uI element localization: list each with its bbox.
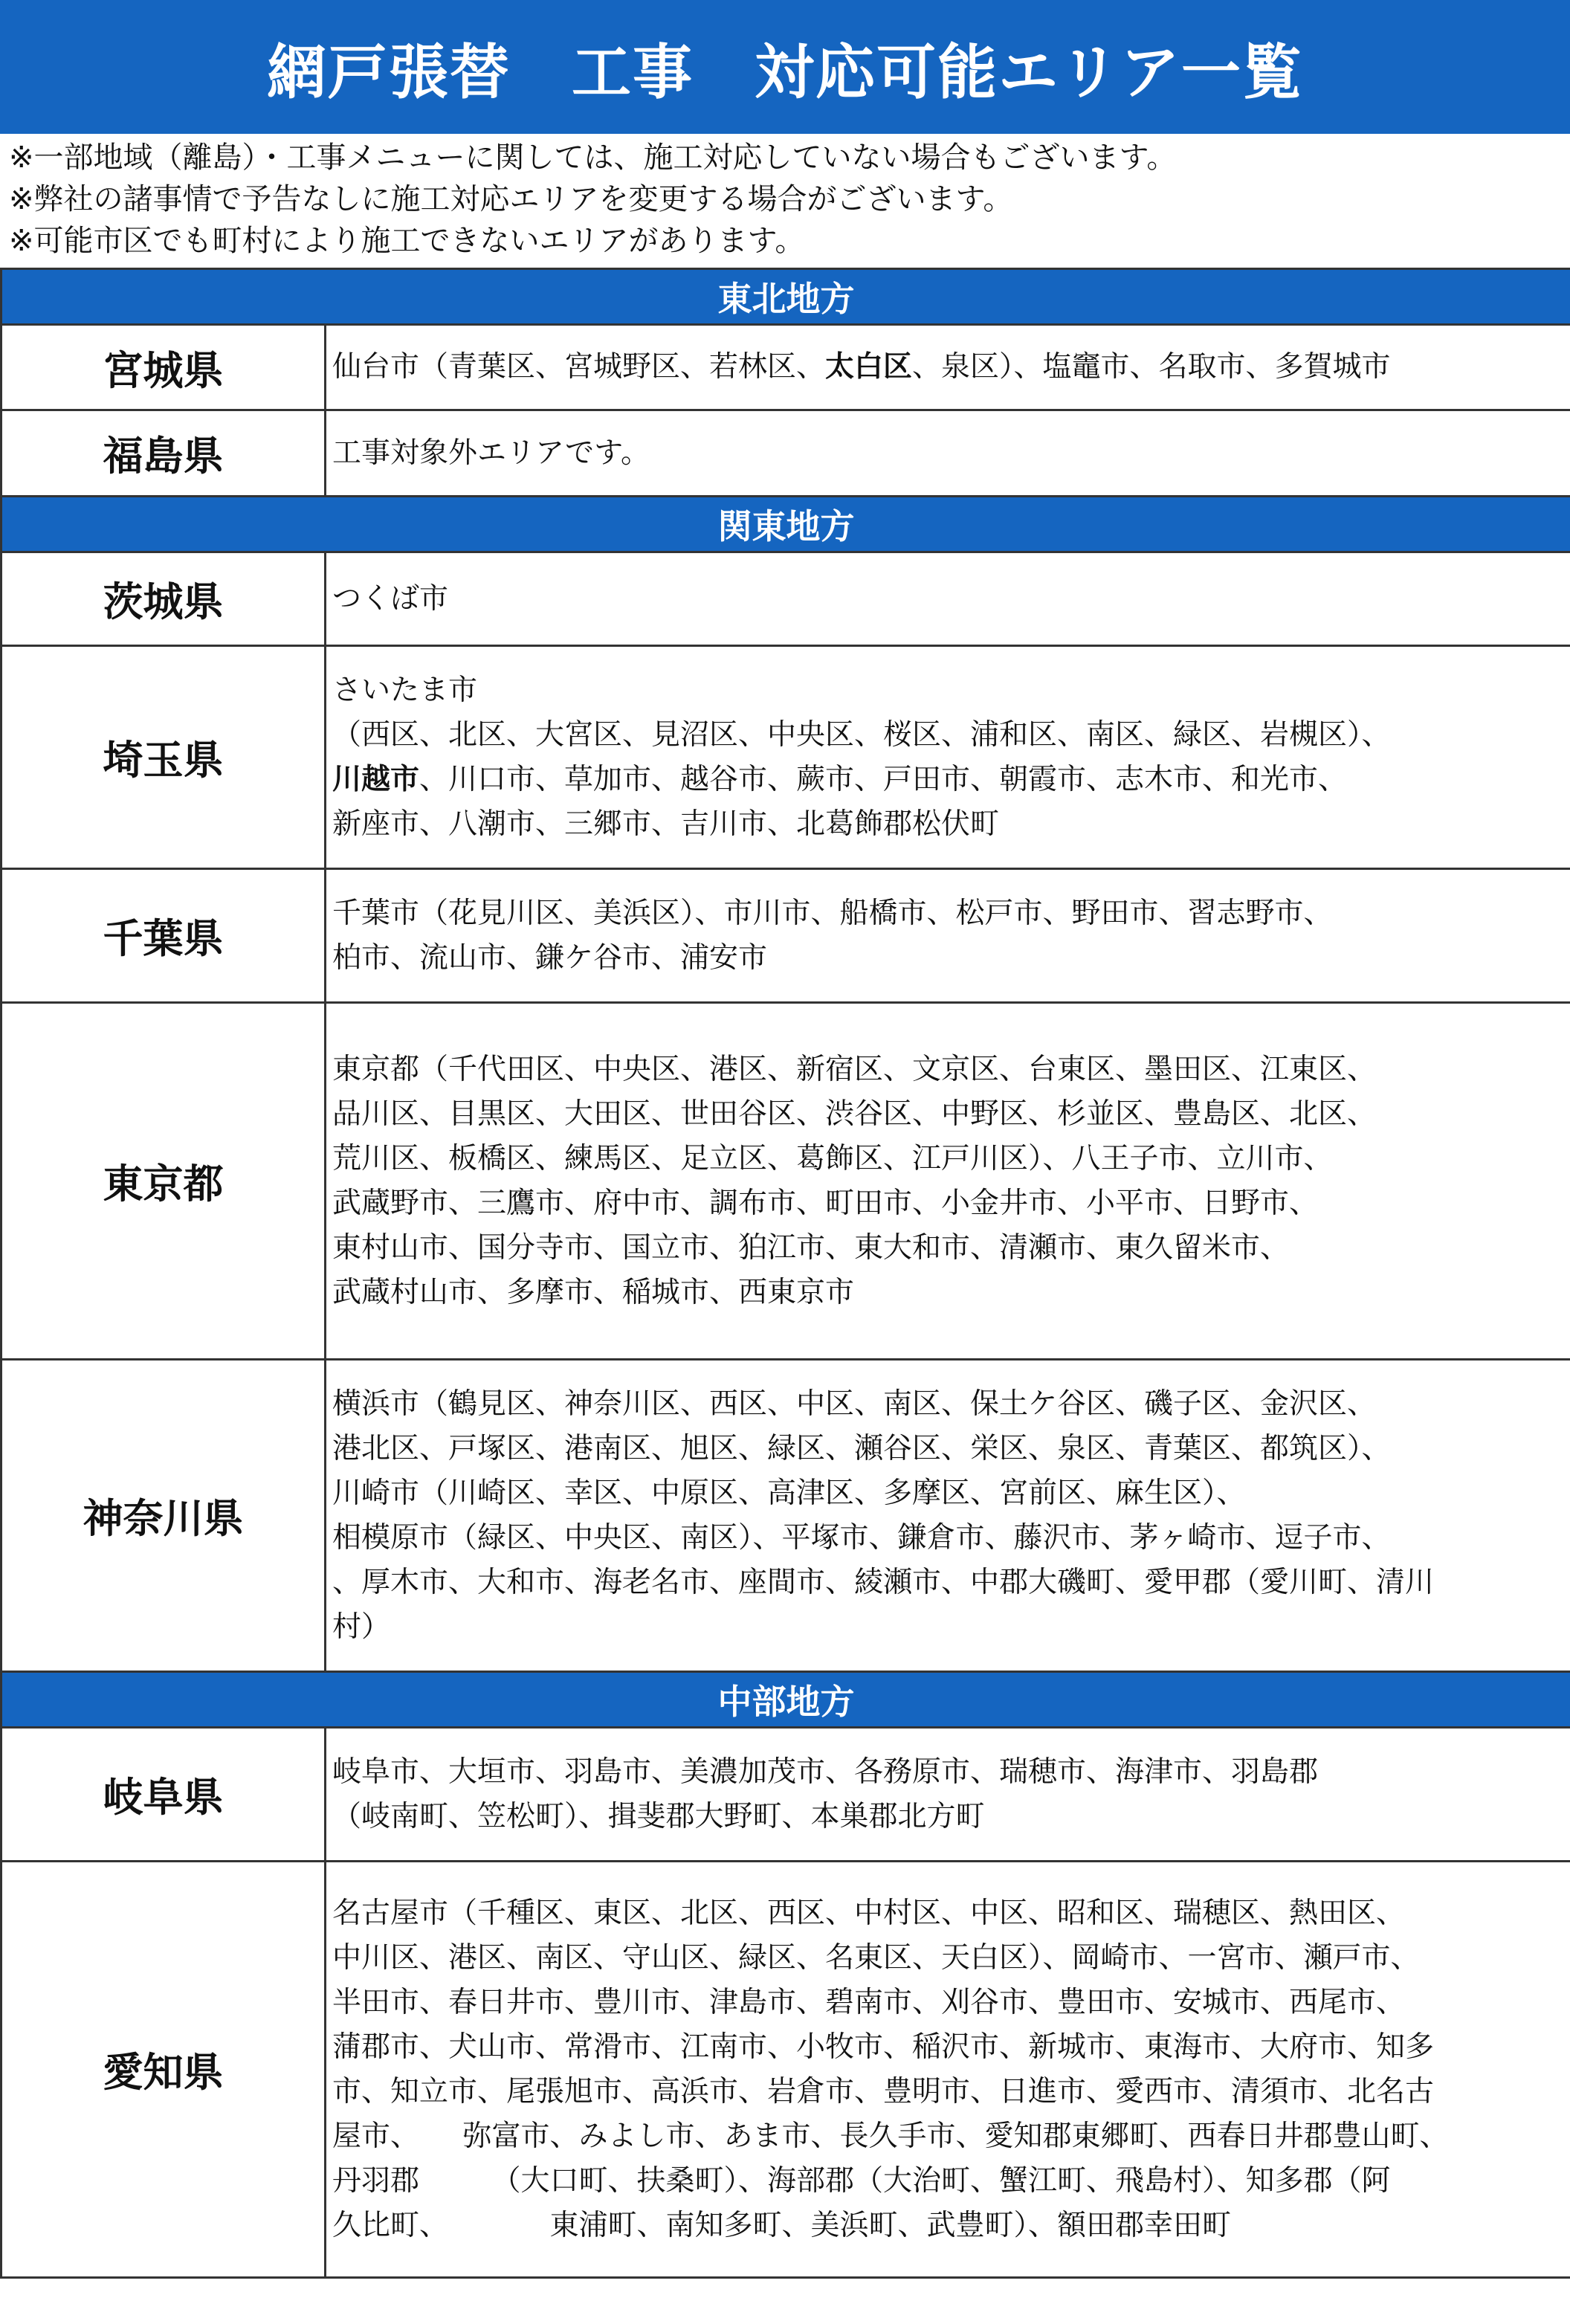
city-list-highlight: 川越市 [332, 762, 420, 796]
table-row [1, 1360, 1570, 1672]
note-town-exceptions: ※可能市区でも町村により施工できないエリアがあります。 [9, 224, 805, 258]
city-list: 工事対象外エリアです。 [326, 410, 1570, 497]
area-table [0, 268, 1570, 2279]
prefecture-name: 埼玉県 [1, 646, 326, 869]
city-list-text: 仙台市（青葉区、宮城野区、若林区、 [332, 350, 826, 384]
table-row [1, 552, 1570, 646]
table-row [1, 1728, 1570, 1862]
city-list-text: さいたま市 （西区、北区、大宮区、見沼区、中央区、桜区、浦和区、南区、緑区、岩槻区）、 [332, 673, 1391, 752]
prefecture-name: 千葉県 [1, 869, 326, 1003]
prefecture-name: 神奈川県 [1, 1360, 326, 1672]
region-title: 中部地方 [1, 1672, 1570, 1728]
city-list [326, 325, 1570, 410]
city-list: 千葉市（花見川区、美浜区）、市川市、船橋市、松戸市、野田市、習志野市、 柏市、流山市、鎌ケ谷市、浦安市 [326, 869, 1570, 1003]
table-row [1, 1003, 1570, 1360]
table-row [1, 1862, 1570, 2278]
city-list: 東京都（千代田区、中央区、港区、新宿区、文京区、台東区、墨田区、江東区、 品川区、目黒区、大田区、世田谷区、渋谷区、中野区、杉並区、豊島区、北区、 荒川区、板橋区、練馬区、足立区、葛飾区、江戸川区）、八王子市、立川市、 武蔵野市、三鷹市、府中市、調布市、町田市、小金井市、小平市、日野市、 東村山市、国分寺市、国立市、狛江市、東大和市、清瀬市、東久留米市、 武蔵村山市、多摩市、稲城市、西東京市 [326, 1003, 1570, 1360]
city-list-highlight: 太白区 [825, 350, 913, 384]
region-header-tohoku [1, 269, 1570, 325]
city-list-text: 、泉区）、塩竈市、名取市、多賀城市 [912, 350, 1391, 384]
page-title: 網戸張替 工事 対応可能エリア一覧 [267, 37, 1303, 107]
city-list: 横浜市（鶴見区、神奈川区、西区、中区、南区、保土ケ谷区、磯子区、金沢区、 港北区、戸塚区、港南区、旭区、緑区、瀬谷区、栄区、泉区、青葉区、都筑区）、 川崎市（川崎区、幸区、中原区、高津区、多摩区、宮前区、麻生区）、 相模原市（緑区、中央区、南区）、平塚市、鎌倉市、藤沢市、茅ヶ崎市、逗子市、 、厚木市、大和市、海老名市、座間市、綾瀬市、中郡大磯町、愛甲郡（愛川町、清川 村） [326, 1360, 1570, 1672]
prefecture-name: 東京都 [1, 1003, 326, 1360]
prefecture-name: 愛知県 [1, 1862, 326, 2278]
prefecture-name: 福島県 [1, 410, 326, 497]
prefecture-name: 茨城県 [1, 552, 326, 646]
region-title: 東北地方 [1, 269, 1570, 325]
table-row [1, 869, 1570, 1003]
city-list: 岐阜市、大垣市、羽島市、美濃加茂市、各務原市、瑞穂市、海津市、羽島郡 （岐南町、笠松町）、揖斐郡大野町、本巣郡北方町 [326, 1728, 1570, 1862]
region-header-chubu [1, 1672, 1570, 1728]
city-list-text: 、川口市、草加市、越谷市、蕨市、戸田市、朝霞市、志木市、和光市、 新座市、八潮市、三郷市、吉川市、北葛飾郡松伏町 [332, 762, 1348, 841]
prefecture-name: 宮城県 [1, 325, 326, 410]
note-change-notice: ※弊社の諸事情で予告なしに施工対応エリアを変更する場合がございます。 [9, 182, 1013, 216]
notes [9, 137, 1563, 262]
prefecture-name: 岐阜県 [1, 1728, 326, 1862]
city-list: つくば市 [326, 552, 1570, 646]
title-banner [0, 0, 1570, 134]
region-header-kanto [1, 497, 1570, 552]
city-list: 名古屋市（千種区、東区、北区、西区、中村区、中区、昭和区、瑞穂区、熱田区、 中川区、港区、南区、守山区、緑区、名東区、天白区）、岡崎市、一宮市、瀬戸市、 半田市、春日井市、豊川市、津島市、碧南市、刈谷市、豊田市、安城市、西尾市、 蒲郡市、犬山市、常滑市、江南市、小牧市、稲沢市、新城市、東海市、大府市、知多 市、知立市、尾張旭市、高浜市、岩倉市、豊明市、日進市、愛西市、清須市、北名古 屋市、 弥富市、みよし市、あま市、長久手市、愛知郡東郷町、西春日井郡豊山町、 丹羽郡 （大口町、扶桑町）、海部郡（大治町、蟹江町、飛島村）、知多郡（阿 久比町、 東浦町、南知多町、美浜町、武豊町）、額田郡幸田町 [326, 1862, 1570, 2278]
table-row [1, 646, 1570, 869]
note-islands: ※一部地域（離島）・工事メニューに関しては、施工対応していない場合もございます。 [9, 141, 1177, 175]
region-title: 関東地方 [1, 497, 1570, 552]
city-list [326, 646, 1570, 869]
table-row [1, 410, 1570, 497]
table-row [1, 325, 1570, 410]
